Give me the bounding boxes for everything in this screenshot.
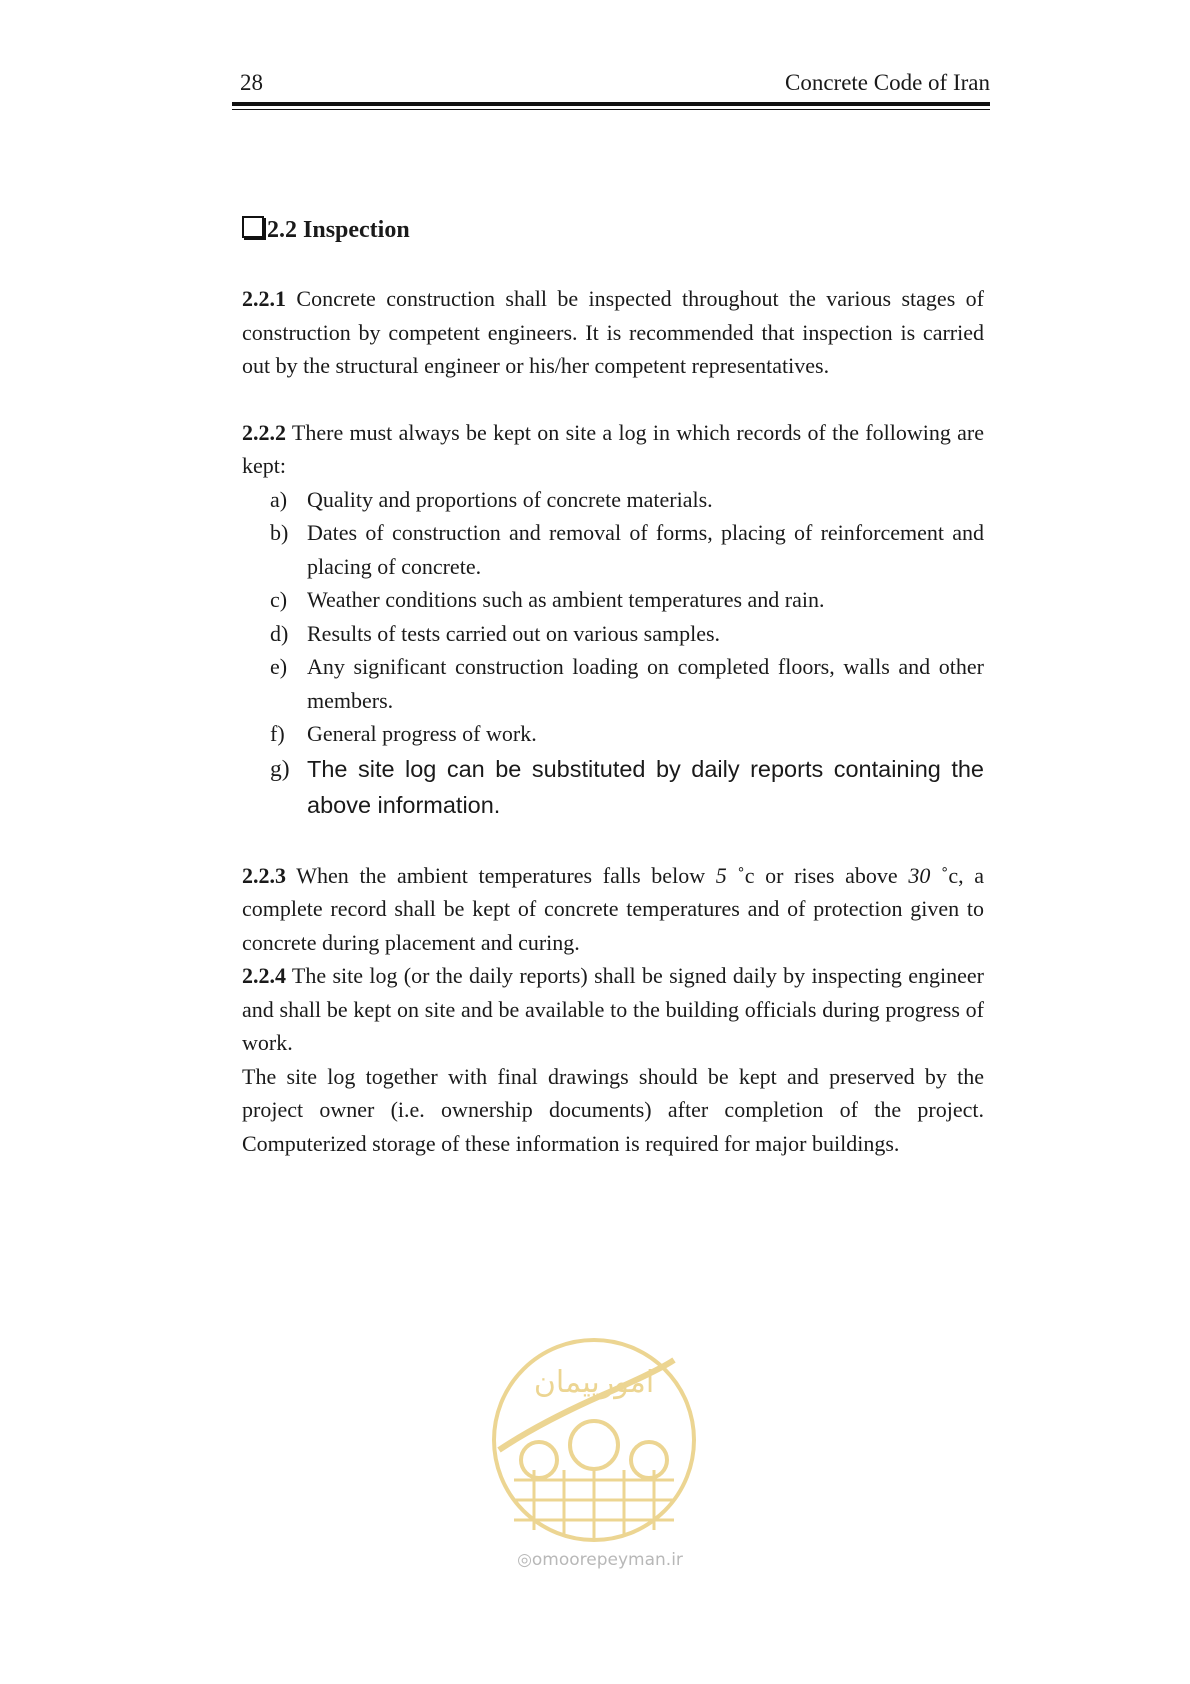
list-item-text: The site log can be substituted by daily reports containing the above information.	[307, 755, 984, 818]
clause-2-2-1	[242, 282, 984, 383]
list-item-text: Quality and proportions of concrete materials.	[307, 486, 713, 512]
clause-text: When the ambient temperatures falls below	[286, 862, 716, 888]
clause-text: The site log (or the daily reports) shall be signed daily by inspecting engineer and shall be kept on site and be available to the building officials during progress of work.	[242, 963, 984, 1055]
checkbox-bullet-icon	[242, 216, 264, 238]
list-item-text: Dates of construction and removal of forms, placing of reinforcement and placing of concrete.	[307, 520, 984, 579]
list-item	[242, 751, 984, 823]
page-header	[232, 70, 990, 98]
closing-paragraph: The site log together with final drawings should be kept and preserved by the project owner (i.e. ownership documents) after completion of the project. Computerized storage of these information is required for major buildings.	[242, 1063, 984, 1156]
list-item	[242, 617, 984, 651]
list-item	[242, 483, 984, 517]
unit-text: ˚c or rises above	[726, 862, 909, 888]
page-body	[242, 208, 984, 1160]
logo-script-text: امورپیمان	[533, 1365, 655, 1400]
clause-2-2-3	[242, 859, 984, 960]
list-item-label: g)	[270, 755, 290, 782]
clause-number: 2.2.1	[242, 286, 286, 311]
list-item-label: e)	[270, 654, 288, 679]
gear-icon	[521, 1442, 557, 1478]
gear-icon	[570, 1421, 618, 1469]
record-list	[242, 483, 984, 823]
list-item-text: Results of tests carried out on various samples.	[307, 620, 721, 646]
list-item-label: b)	[270, 520, 289, 545]
list-item-label: f)	[270, 721, 285, 746]
list-item-label: d)	[270, 620, 289, 646]
section-heading	[242, 208, 984, 252]
list-item-label: c)	[270, 587, 288, 612]
unit-text: ˚c,	[930, 862, 964, 888]
clause-text: a complete record shall be kept of concrete temperatures and of protection given to concrete during placement and curing.	[242, 862, 985, 955]
watermark-site-text: omoorepeyman.ir	[531, 1550, 683, 1570]
section-heading-text: 2.2 Inspection	[267, 217, 410, 243]
header-rule-thick	[232, 102, 990, 106]
running-title: Concrete Code of Iran	[784, 70, 990, 95]
clause-text: There must always be kept on site a log in which records of the following are kept:	[242, 419, 984, 478]
clause-number: 2.2.4	[242, 963, 286, 988]
gear-icon	[631, 1442, 667, 1478]
list-item	[242, 717, 984, 751]
temperature-high: 30	[908, 862, 931, 888]
clause-number: 2.2.3	[242, 862, 286, 888]
list-item	[242, 516, 984, 583]
clause-number: 2.2.2	[242, 419, 286, 445]
temperature-low: 5	[715, 862, 727, 888]
watermark-logo	[484, 1330, 704, 1550]
globe-icon: ◎	[517, 1550, 532, 1570]
clause-text: Concrete construction shall be inspected throughout the various stages of construction by competent engineers. It is recommended that inspection is carried out by the structural engineer or his/her competent representatives.	[242, 286, 984, 378]
list-item-label: a)	[270, 486, 288, 512]
list-item	[242, 650, 984, 717]
page-number: 28	[240, 70, 263, 95]
list-item	[242, 583, 984, 617]
clause-2-2-2	[242, 416, 984, 483]
list-item-text: General progress of work.	[307, 721, 537, 746]
list-item-text: Any significant construction loading on completed floors, walls and other members.	[307, 654, 984, 713]
header-rule-thin	[232, 109, 990, 110]
list-item-text: Weather conditions such as ambient temperatures and rain.	[307, 587, 825, 612]
watermark-site	[500, 1550, 700, 1570]
clause-2-2-4	[242, 959, 984, 1060]
logo-grid-icon	[514, 1470, 674, 1540]
